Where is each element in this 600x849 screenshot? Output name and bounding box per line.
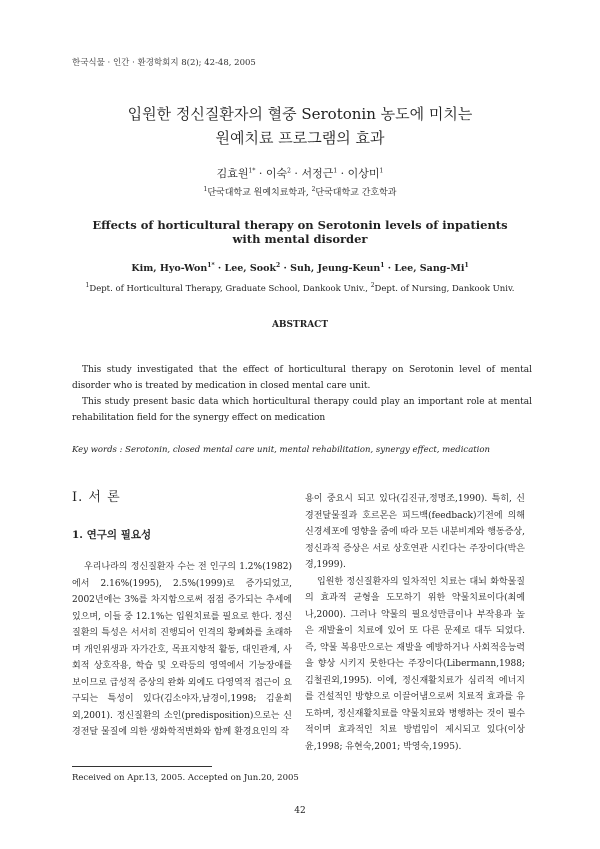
left-paragraph: 우리나라의 정신질환자 수는 전 인구의 1.2%(1982)에서 2.16%(1995), 2.5%(1999)로 증가되었고, 2002년에는 3%를 차지함으로써 점점 증가되는 추세에 있으며, 이들 중 12.1%는 입원치료를 필요로 한다. 정신질환의 특성은 서서히 진행되어 인격의 황폐화를 초래하며 개인위생과 자가간호, 목표지향적 활동, 대인관계, 사회적 상호작용, 학습 및 오락등의 영역에서 기능장애를 보이므로 급성적 증상의 완화 외에도 다영역적 접근이 요구되는 특성이 있다(김소야자,남경이,1998; 김윤희외,2001). 정신질환의 소인(predisposition)으로는 신경전달 물질에 의한 생화학적변화와 함께 환경요인의 작: [72, 562, 292, 737]
author-ko-3: 서정근: [301, 167, 334, 180]
author-ko-3-sup: 1: [333, 167, 338, 175]
author-ko-1: 김효원: [216, 167, 249, 180]
abstract-paragraph-2: This study present basic data which horticultural therapy could play an important role at mental rehabilitation field for the synergy effect on medication: [72, 397, 532, 423]
right-paragraph-2: 입원한 정신질환자의 일차적인 치료는 대뇌 화학물질의 효과적 균형을 도모하기 위한 약물치료이다(최예나,2000). 그러나 약물의 필요성만큼이나 부작용과 높은 재발율이 치료에 있어 또 다른 문제로 대두 되었다. 즉, 약물 복용만으로는 재발을 예방하거나 사회적응능력을 향상 시키지 못한다는 주장이다(Libermann,1988; 김철권외,1995). 이에, 정신재활치료가 심리적 에너지를 건설적인 방향으로 이끌어냄으로써 치료적 효과를 유도하며, 정신재활치료를 약물치료와 병행하는 것이 필수적이며 효과적인 치료 방법임이 제시되고 있다(이상윤,1998; 유현숙,2001; 박영숙,1995).: [305, 576, 525, 752]
affiliation-english: [0, 282, 600, 294]
author-ko-4: 이상미: [347, 167, 380, 180]
authors-korean: 김효원$^{1*}$ · 이숙$^2$ · 서정근$^1$ · 이상미$^1$: [216, 167, 384, 180]
affil-ko-1: 단국대학교 원예치료학과,: [207, 188, 309, 198]
abstract-body: [72, 362, 532, 426]
author-en-4-sup: 1: [464, 262, 469, 269]
title-korean: [0, 102, 600, 150]
page-number: 42: [294, 806, 306, 816]
author-en-1: Kim, Hyo-Won: [131, 263, 208, 275]
affil-en-1: Dept. of Horticultural Therapy, Graduate School, Dankook Univ.,: [89, 283, 369, 294]
title-korean-line1: 입원한 정신질환자의 혈중 Serotonin 농도에 미치는: [127, 105, 473, 123]
keywords: Key words : Serotonin, closed mental care unit, mental rehabilitation, synergy effect, medication: [72, 445, 490, 455]
author-ko-1-sup: 1*: [248, 167, 256, 175]
author-en-2-sup: 2: [276, 262, 281, 269]
section-heading: Ⅰ. 서 론: [72, 490, 121, 505]
affil-ko-2-sup: 2: [311, 186, 316, 193]
author-en-1-sup: 1*: [207, 262, 215, 269]
affil-en-2-sup: 2: [370, 282, 375, 289]
affil-en-1-sup: 1: [85, 282, 90, 289]
received-note: Received on Apr.13, 2005. Accepted on Jun.20, 2005: [72, 773, 299, 783]
author-ko-2: 이숙: [265, 167, 288, 180]
author-ko-2-sup: 2: [287, 167, 291, 175]
authors-english: Kim, Hyo-Won$^{1*}$ · Lee, Sook$^2$ · Suh, Jeung-Keun$^1$ · Lee, Sang-Mi$^1$: [131, 262, 469, 275]
affil-ko-1-sup: 1: [203, 186, 208, 193]
affil-en-2: Dept. of Nursing, Dankook Univ.: [374, 283, 515, 294]
author-en-4: Lee, Sang-Mi: [394, 263, 465, 275]
right-paragraph-1: 용이 중요시 되고 있다(김진규,정명조,1990). 특히, 신경전달물질과 호르몬은 피드백(feedback)기전에 의해 신경세포에 영향을 줌에 따라 모든 내분비계와 행동증상, 정신과적 증상은 서로 상호연관 시킨다는 주장이다(박은경,1999).: [305, 494, 525, 570]
author-en-2: Lee, Sook: [224, 263, 277, 275]
abstract-paragraph-1: This study investigated that the effect of horticultural therapy on Serotonin level of mental disorder who is treated by medication in closed mental care unit.: [72, 365, 532, 391]
affiliation-korean: [0, 185, 600, 198]
author-en-3-sup: 1: [380, 262, 385, 269]
title-korean-line2: 원예치료 프로그램의 효과: [215, 129, 385, 147]
affil-ko-2: 단국대학교 간호학과: [315, 188, 397, 198]
right-column: [305, 491, 525, 755]
author-ko-4-sup: 1: [379, 167, 384, 175]
subsection-heading: 1. 연구의 필요성: [72, 528, 152, 541]
left-column: [72, 490, 292, 741]
author-en-3: Suh, Jeung-Keun: [290, 263, 381, 275]
journal-citation: 한국식물 · 인간 · 환경학회지 8(2); 42-48, 2005: [72, 58, 256, 68]
footnote-rule: [72, 766, 212, 767]
title-english: Effects of horticultural therapy on Serotonin levels of inpatients with mental disorder: [92, 218, 508, 246]
abstract-heading: ABSTRACT: [271, 320, 329, 330]
